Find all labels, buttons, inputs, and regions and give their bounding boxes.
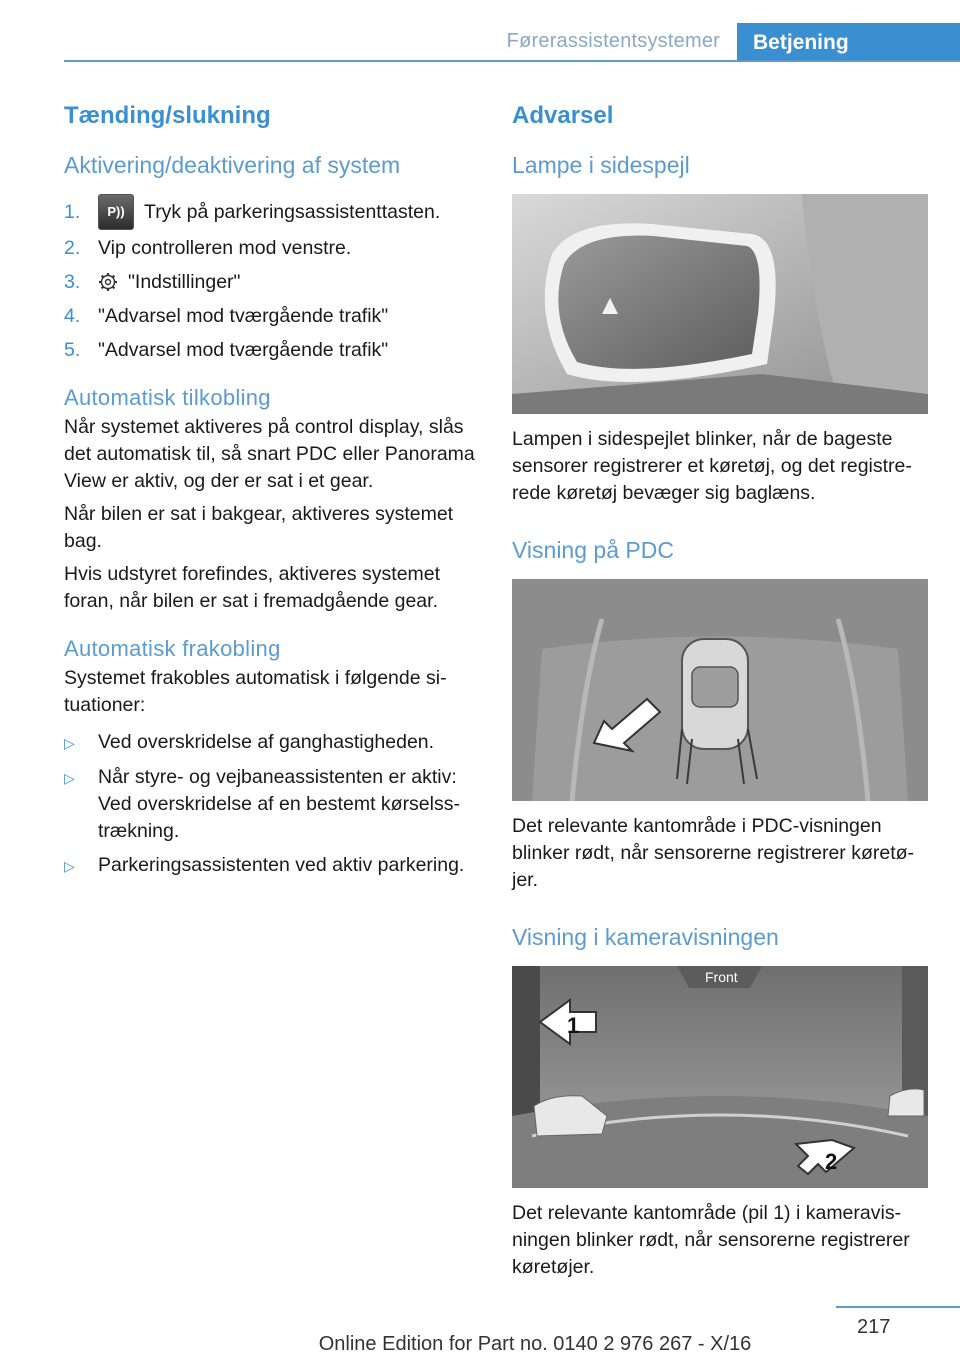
right-column: [512, 100, 930, 1287]
auto-off-list: [64, 729, 480, 880]
triangle-bullet-icon: ▷: [64, 735, 75, 751]
auto-on-paragraph-1: Når systemet aktiveres på control display, slås det automatisk til, så snart PDC eller Panorama View er aktiv, og der er sat i et gear.: [64, 416, 475, 492]
footer-edition: Online Edition for Part no. 0140 2 976 267 - X/16: [318, 1333, 752, 1355]
step-item: [64, 194, 480, 230]
step-number: 3.: [64, 270, 81, 293]
header-divider: [64, 60, 960, 62]
steps-list: [64, 194, 480, 366]
arrow-1-label: 1: [567, 1013, 580, 1038]
parking-assist-button-icon: P)): [98, 194, 134, 230]
section-title: Tænding/slukning: [64, 102, 271, 129]
header-chapter-tab: Betjening: [737, 23, 960, 62]
step-item: [64, 266, 480, 298]
left-column: [64, 100, 480, 887]
list-item-text: Ved overskridelse af ganghastigheden.: [98, 731, 435, 753]
auto-on-heading: Automatisk tilkobling: [64, 385, 271, 410]
list-item: [64, 729, 480, 757]
camera-view-image: [512, 966, 928, 1188]
pdc-display-image: [512, 579, 928, 801]
auto-off-heading: Automatisk frakobling: [64, 636, 281, 661]
mirror-heading: Lampe i sidespejl: [512, 152, 690, 178]
list-item: [64, 764, 480, 845]
front-label: Front: [705, 969, 738, 985]
triangle-bullet-icon: ▷: [64, 770, 75, 786]
step-item: [64, 232, 480, 264]
subsection-title: Aktivering/deaktivering af system: [64, 152, 401, 178]
step-text: Tryk på parkeringsassistenttasten.: [144, 200, 441, 223]
step-number: 1.: [64, 200, 81, 223]
auto-off-paragraph: Systemet frakobles automatisk i følgende si- tuationer:: [64, 667, 447, 716]
step-number: 2.: [64, 236, 81, 259]
step-number: 4.: [64, 304, 81, 327]
auto-on-paragraph-2: Når bilen er sat i bakgear, aktiveres systemet bag.: [64, 503, 454, 552]
step-number: 5.: [64, 338, 81, 361]
page-number: 217: [857, 1316, 891, 1338]
step-text: "Advarsel mod tværgående trafik": [98, 338, 389, 361]
pdc-heading: Visning på PDC: [512, 537, 674, 563]
auto-on-paragraph-3: Hvis udstyret forefindes, aktiveres systemet foran, når bilen er sat i fremadgående gear.: [64, 563, 441, 612]
step-text: "Indstillinger": [128, 270, 241, 293]
triangle-bullet-icon: ▷: [64, 858, 75, 874]
step-text: "Advarsel mod tværgående trafik": [98, 304, 389, 327]
arrow-2-label: 2: [825, 1149, 838, 1174]
section-title-warning: Advarsel: [512, 102, 614, 129]
list-item: [64, 852, 480, 880]
mirror-caption: Lampen i sidespejlet blinker, når de bageste sensorer registrerer et køretøj, og det registre- rede køretøj bevæger sig baglæns.: [512, 428, 912, 504]
step-text: Vip controlleren mod venstre.: [98, 236, 352, 259]
step-item: [64, 334, 480, 366]
step-item: [64, 300, 480, 332]
camera-caption: Det relevante kantområde (pil 1) i kameravis- ningen blinker rødt, når sensorerne registrerer køretøjer.: [512, 1202, 910, 1278]
pdc-caption: Det relevante kantområde i PDC-visningen blinker rødt, når sensorerne registrerer køretø- jer.: [512, 815, 915, 891]
settings-gear-icon: [98, 272, 118, 292]
camera-heading: Visning i kameravisningen: [512, 924, 779, 950]
header-section-title: Førerassistentsystemer: [506, 30, 720, 52]
footer-divider: [836, 1306, 960, 1308]
list-item-text: Parkeringsassistenten ved aktiv parkering.: [98, 854, 465, 876]
list-item-text: Når styre- og vejbaneassistenten er aktiv: Ved overskridelse af en bestemt kørselss- trækning.: [98, 766, 460, 842]
side-mirror-image: [512, 194, 928, 414]
